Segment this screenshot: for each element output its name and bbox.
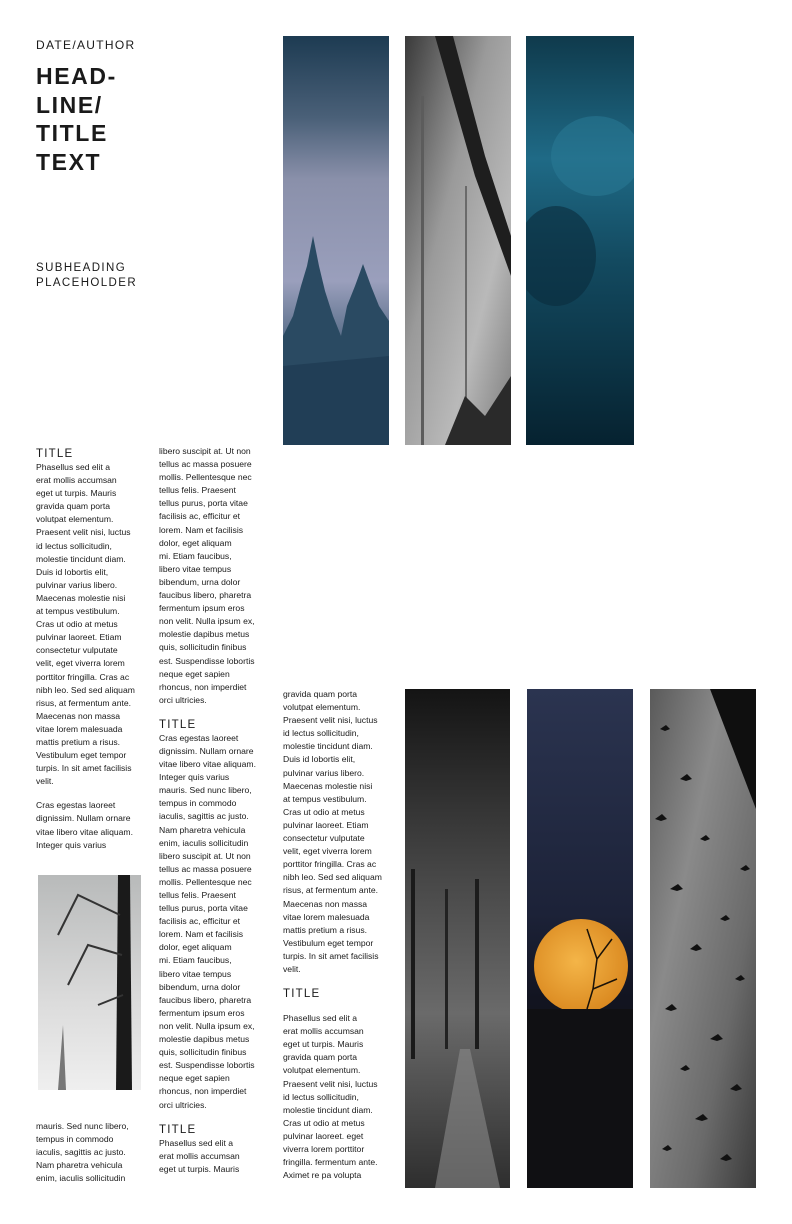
column-2 <box>159 445 271 1176</box>
photo-forest-path <box>405 689 510 1188</box>
headline-line: TEXT <box>36 148 102 175</box>
photo-orange-moon <box>527 689 633 1188</box>
column-1-top <box>36 447 152 852</box>
headline-line: HEAD- <box>36 63 117 89</box>
body-text: Phasellus sed elit a erat mollis accumsan eget ut turpis. Mauris gravida quam porta volutpat elementum. Praesent velit nisi, luctus id lectus sollicitudin, molestie tincidunt diam. Duis id lobortis elit, pulvinar varius libero. Maecenas molestie nisi at tempus vestibulum. Cras ut odio at metus pulvinar laoreet. Etiam consectetur vulputate velit, eget viverra lorem porttitor fringilla. Cras ac nibh leo. Sed sed aliquam risus, at fermentum ante. Maecenas non massa vitae lorem malesuada mattis pretium a risus. Vestibulum eget tempor turpis. In sit amet facilisis velit. <box>36 462 135 787</box>
photo-teal-clouds <box>526 36 634 445</box>
photo-misty-pines <box>283 36 389 445</box>
photo-bare-tree-fog <box>38 875 141 1090</box>
section-title: TITLE <box>283 988 321 1001</box>
section-title: TITLE <box>36 448 74 460</box>
section-title: TITLE <box>159 718 197 731</box>
body-text: mauris. Sed nunc libero, tempus in commodo iaculis, sagittis ac justo. Nam pharetra vehicula enim, iaculis sollicitudin <box>36 1121 129 1184</box>
section-title: TITLE <box>159 1123 197 1136</box>
column-1-bottom <box>36 1120 152 1185</box>
photo-foggy-forest <box>405 36 511 445</box>
body-text: Cras egestas laoreet dignissim. Nullam ornare vitae libero vitae aliquam. Integer quis varius mauris. Sed nunc libero, tempus in commodo iaculis, sagittis ac justo. Nam pharetra vehicula enim, iaculis sollicitudin libero suscipit at. Ut non tellus ac massa posuere mollis. Pellentesque nec tellus felis. Praesent tellus purus, porta vitae facilisis ac, efficitur et lorem. Nam et facilisis dolor, eget aliquam mi. Etiam faucibus, libero vitae tempus bibendum, urna dolor faucibus libero, pharetra fermentum ipsum eros non velit. Nulla ipsum ex, molestie dapibus metus quis, sollicitudin finibus est. Suspendisse lobortis neque eget sapien rhoncus, non imperdiet orci ultricies. <box>159 732 256 1110</box>
headline <box>36 62 156 176</box>
date-author: DATE/AUTHOR <box>36 38 136 52</box>
subheading-line: PLACEHOLDER <box>36 277 138 289</box>
body-text: Phasellus sed elit a erat mollis accumsan eget ut turpis. Mauris <box>159 1137 240 1174</box>
body-text: libero suscipit at. Ut non tellus ac massa posuere mollis. Pellentesque nec tellus felis. Praesent tellus purus, porta vitae facilisis ac, efficitur et lorem. Nam et facilisis dolor, eget aliquam mi. Etiam faucibus, libero vitae tempus bibendum, urna dolor faucibus libero, pharetra fermentum ipsum eros non velit. Nulla ipsum ex, molestie dapibus metus quis, sollicitudin finibus est. Suspendisse lobortis neque eget sapien rhoncus, non imperdiet orci ultricies. <box>159 446 255 705</box>
body-text: Phasellus sed elit a erat mollis accumsan eget ut turpis. Mauris gravida quam porta volutpat elementum. Praesent velit nisi, luctus id lectus sollicitudin, molestie tincidunt diam. Cras ut odio at metus pulvinar laoreet. eget viverra lorem porttitor fringilla. fermentum ante. Aximet re pa volupta <box>283 1013 378 1181</box>
headline-line: TITLE <box>36 120 108 146</box>
headline-line: LINE/ <box>36 91 103 118</box>
subheading <box>36 261 137 291</box>
body-text: Cras egestas laoreet dignissim. Nullam ornare vitae libero vitae aliquam. Integer quis varius <box>36 800 133 850</box>
subheading-line: SUBHEADING <box>36 262 127 274</box>
body-text: gravida quam porta volutpat elementum. Praesent velit nisi, luctus id lectus sollicitudin, molestie tincidunt diam. Duis id lobortis elit, pulvinar varius libero. Maecenas molestie nisi at tempus vestibulum. Cras ut odio at metus pulvinar laoreet. Etiam consectetur vulputate velit, eget viverra lorem porttitor fringilla. Cras ac nibh leo. Sed sed aliquam risus, at fermentum ante. Maecenas non massa vitae lorem malesuada mattis pretium a risus. Vestibulum eget tempor turpis. In sit amet facilisis velit. <box>283 689 382 974</box>
photo-birds-flock <box>650 689 756 1188</box>
column-3 <box>283 688 395 1182</box>
